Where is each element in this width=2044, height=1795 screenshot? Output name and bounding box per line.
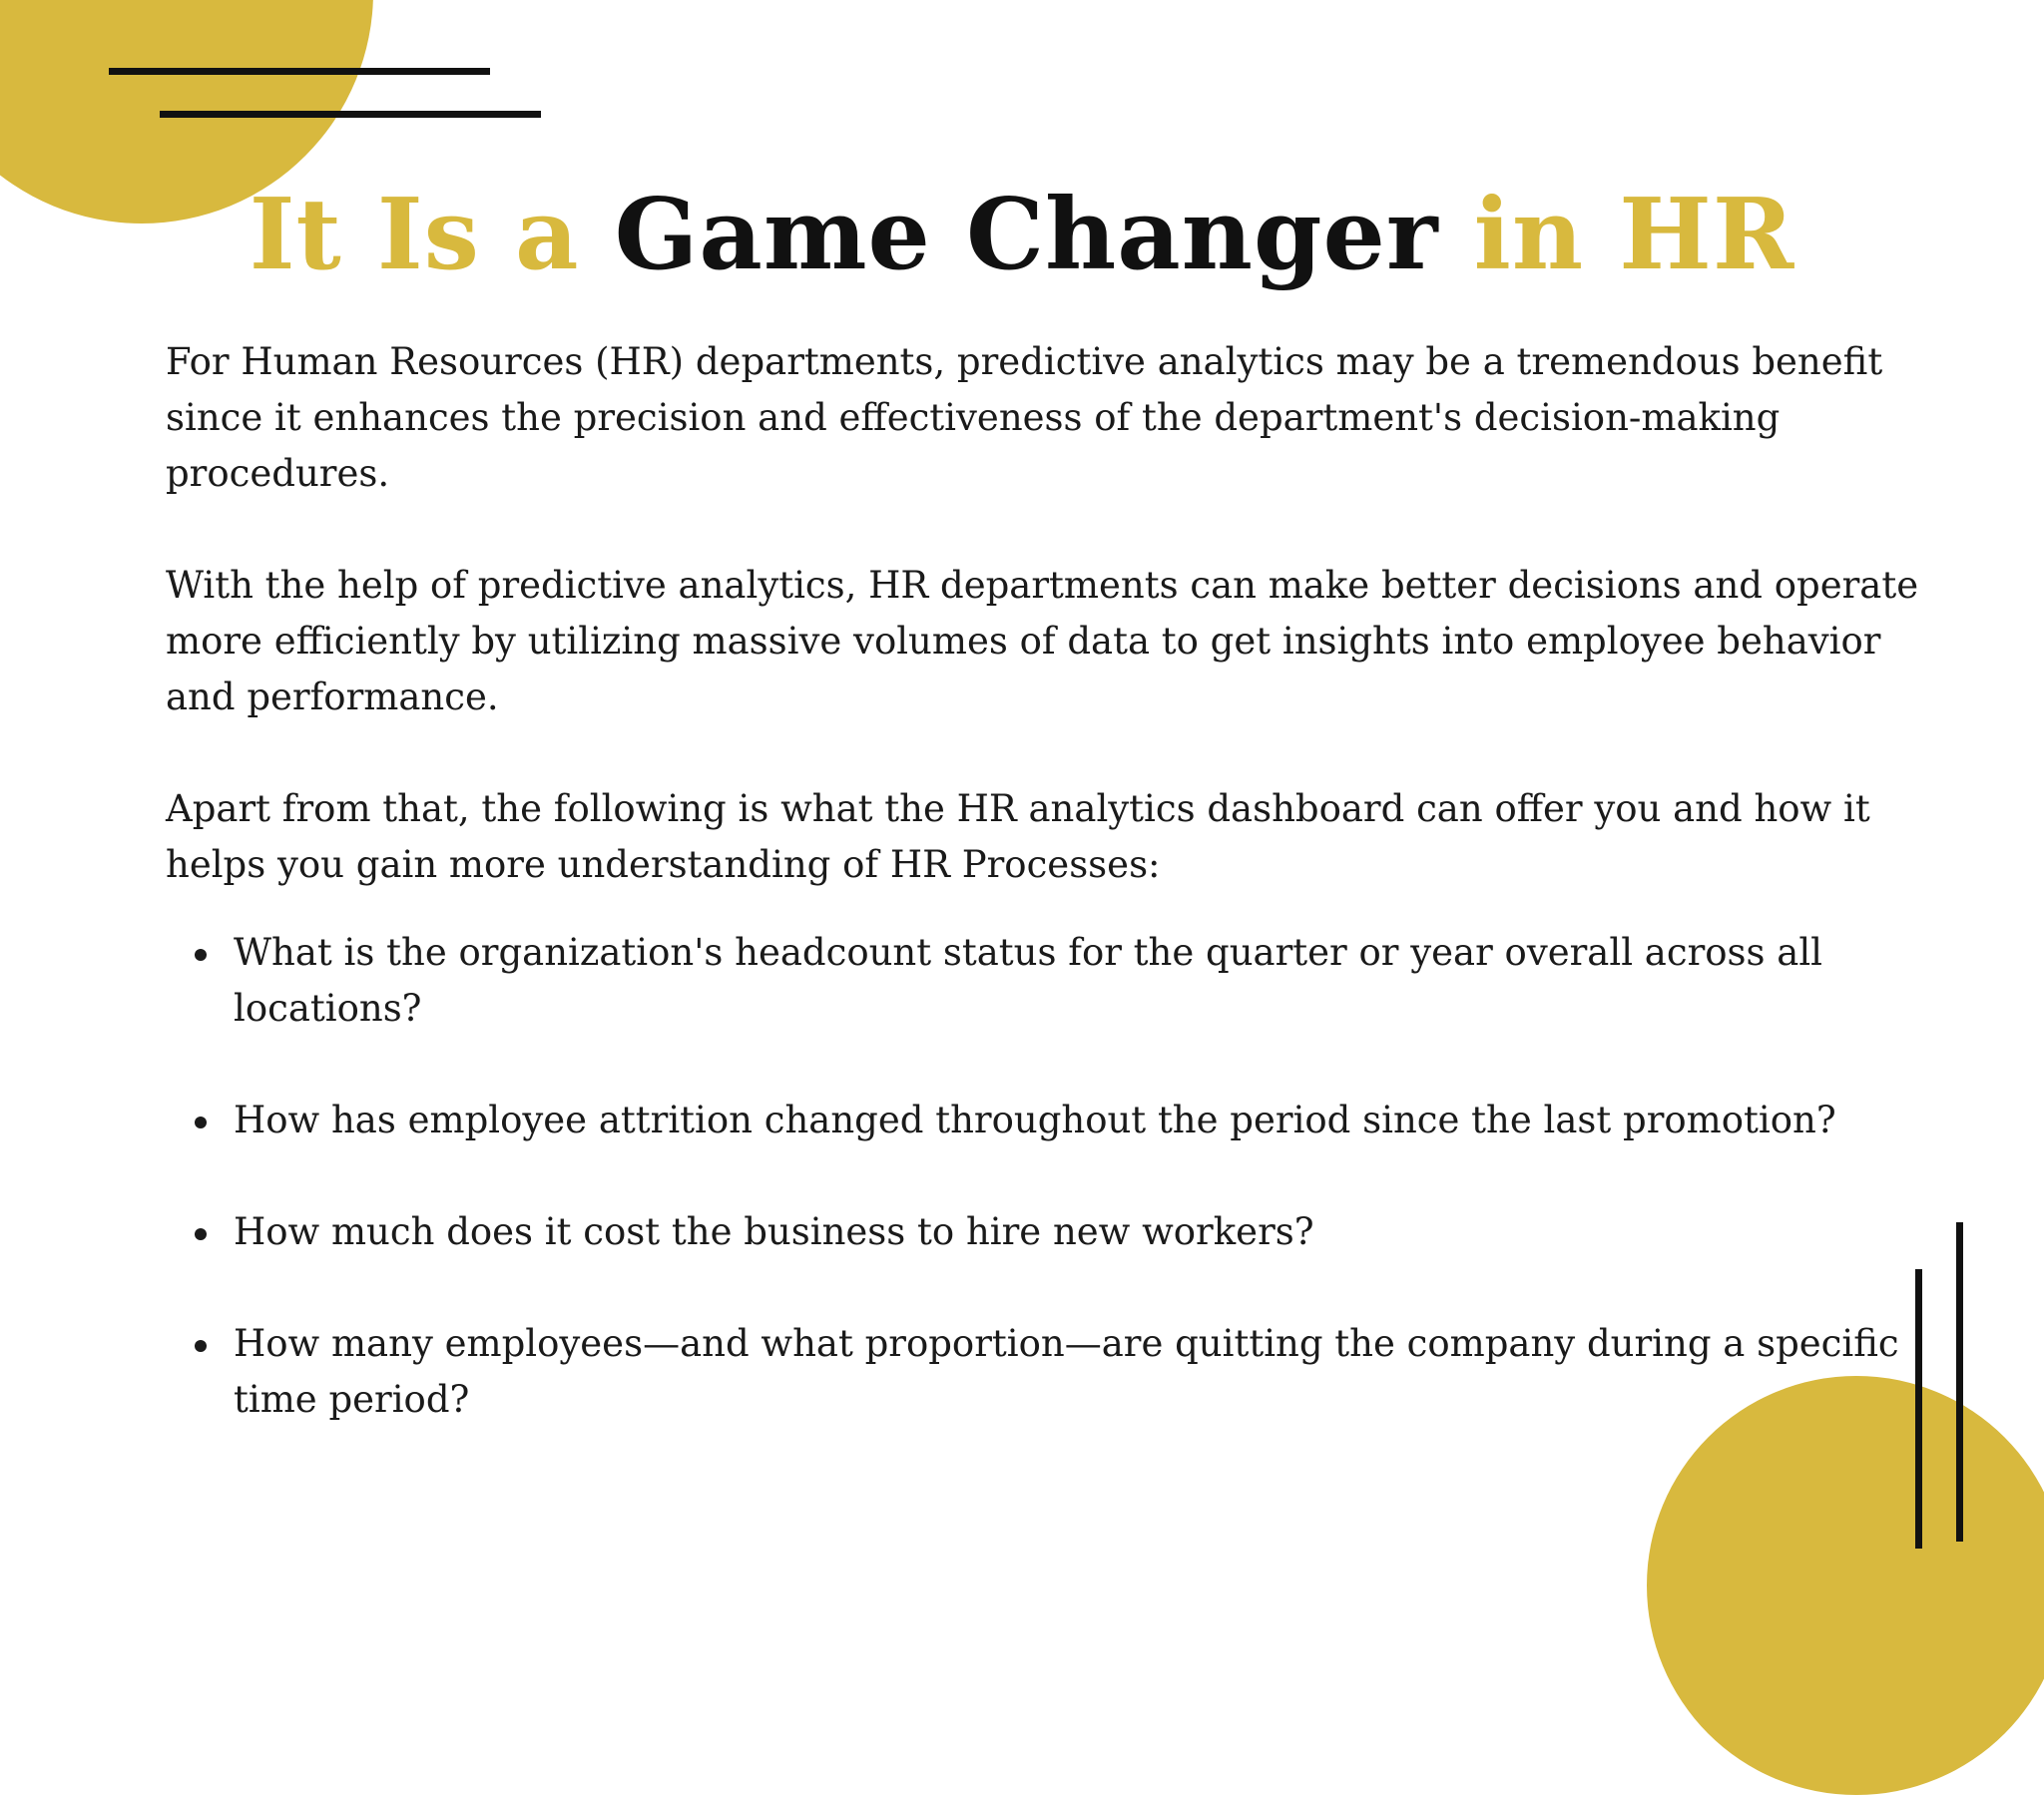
list-item-text: How has employee attrition changed throughout the period since the last promotion?	[234, 1099, 1836, 1141]
list-item-text: How many employees—and what proportion—are quitting the company during a specific time period?	[234, 1322, 1899, 1421]
list-item	[166, 1204, 1942, 1260]
bullet-icon	[195, 1340, 207, 1352]
title-accent-part: It Is a	[249, 178, 615, 292]
body-content	[166, 334, 1942, 1484]
decorative-circle-bottom-right	[1647, 1376, 2044, 1795]
list-item-text: What is the organization's headcount status for the quarter or year overall across all locations?	[234, 931, 1822, 1030]
paragraph: For Human Resources (HR) departments, predictive analytics may be a tremendous benefit since it enhances the precision and effectiveness of the department's decision-making procedures.	[166, 340, 1883, 495]
list-item	[166, 925, 1942, 1037]
bullet-icon	[195, 1117, 207, 1128]
bullet-list	[166, 925, 1942, 1428]
decorative-line	[1915, 1269, 1922, 1549]
paragraph: Apart from that, the following is what the HR analytics dashboard can offer you and how it helps you gain more understanding of HR Processes:	[166, 787, 1870, 886]
title-accent-part: in HR	[1438, 178, 1795, 292]
paragraph: With the help of predictive analytics, HR departments can make better decisions and operate more efficiently by utilizing massive volumes of data to get insights into employee behavior and performance.	[166, 564, 1919, 718]
list-item-text: How much does it cost the business to hire new workers?	[234, 1210, 1314, 1253]
decorative-line	[1956, 1222, 1963, 1542]
list-item	[166, 1093, 1942, 1148]
page-title	[0, 176, 2044, 295]
decorative-line	[160, 111, 541, 118]
bullet-icon	[195, 949, 207, 961]
decorative-line	[109, 68, 490, 75]
list-item	[166, 1316, 1942, 1428]
title-main-part: Game Changer	[614, 178, 1439, 292]
bullet-icon	[195, 1228, 207, 1240]
